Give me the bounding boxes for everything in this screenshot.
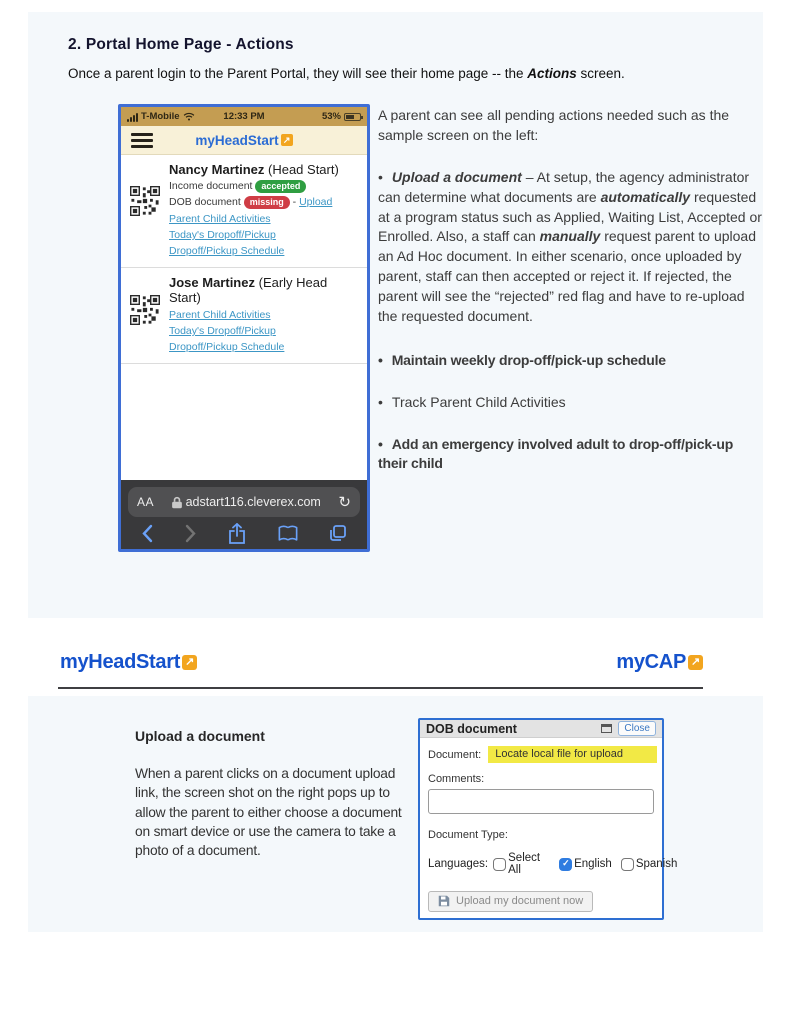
select-all-checkbox[interactable] xyxy=(493,858,506,871)
reload-icon[interactable]: ↻ xyxy=(338,493,351,511)
locate-file-field[interactable]: Locate local file for upload xyxy=(488,746,657,763)
document-label: Document: xyxy=(428,748,482,761)
logo-arrow-icon xyxy=(281,134,293,146)
todays-dropoff-pickup-link[interactable]: Today's Dropoff/Pickup xyxy=(169,229,276,241)
parent-child-activities-link[interactable]: Parent Child Activities xyxy=(169,309,271,321)
english-label: English xyxy=(574,858,612,870)
description-intro: A parent can see all pending actions needed such as the sample screen on the left: xyxy=(378,107,730,143)
section-upload-document xyxy=(28,696,763,932)
clock-label: 12:33 PM xyxy=(223,111,265,122)
bullet-add-emergency-adult: • Add an emergency involved adult to drop-off/pick-up their child xyxy=(378,435,734,472)
close-button[interactable]: Close xyxy=(618,721,656,736)
upload-document-description: When a parent clicks on a document upload link, the screen shot on the right pops up to allow the parent to either choose a document on smart device or use the camera to take a photo of a document. xyxy=(135,766,402,859)
share-icon[interactable] xyxy=(228,523,246,544)
safari-nav-row xyxy=(128,517,360,546)
upload-document-heading: Upload a document xyxy=(135,728,265,744)
app-header xyxy=(121,126,367,155)
intro-text: Once a parent login to the Parent Portal, they will see their home page -- the Actions screen. xyxy=(68,66,625,81)
status-badge-missing: missing xyxy=(244,196,290,209)
dropoff-pickup-schedule-link[interactable]: Dropoff/Pickup Schedule xyxy=(169,341,285,353)
languages-label: Languages: xyxy=(428,858,489,870)
text-size-button[interactable]: AA xyxy=(137,495,155,509)
bookmarks-icon[interactable] xyxy=(278,524,298,543)
myheadstart-logo: myHeadStart ↗ xyxy=(60,651,197,674)
child-name: Nancy Martinez (Head Start) xyxy=(169,162,339,177)
child-card-jose xyxy=(121,268,367,363)
bullet-upload-a-document: • Upload a document – At setup, the agency administrator can determine what documents are automatically requested at a program status such as Applied, Waiting List, Accepted or Enrolled. Also, a staff can manually request parent to upload an Ad Hoc document. In either scenario, once uploaded by parent, staff can then accepted or reject it. If rejected, the parent will see the “rejected” red flag and have to re-upload the requested document. xyxy=(378,168,762,324)
safari-toolbar xyxy=(121,480,367,549)
battery-icon xyxy=(344,113,361,121)
maximize-icon[interactable] xyxy=(601,724,612,733)
section-portal-home xyxy=(28,12,763,618)
document-status-line: Income document accepted xyxy=(169,180,359,193)
mycap-logo: myCAP ↗ xyxy=(616,651,703,674)
upload-now-button[interactable]: Upload my document now xyxy=(428,891,593,912)
phone-screenshot xyxy=(118,104,370,552)
child-name: Jose Martinez (Early Head Start) xyxy=(169,275,328,305)
page-title: 2. Portal Home Page - Actions xyxy=(68,36,294,53)
select-all-label: Select All xyxy=(508,852,541,876)
carrier-label: T-Mobile xyxy=(141,111,180,122)
spanish-checkbox[interactable] xyxy=(621,858,634,871)
document-status-line: DOB document missing - Upload xyxy=(169,196,333,208)
actions-description xyxy=(378,106,766,496)
forward-icon[interactable] xyxy=(185,524,197,543)
lock-icon xyxy=(172,496,182,509)
child-card-nancy xyxy=(121,155,367,267)
dialog-title-bar xyxy=(420,720,662,738)
dialog-title: DOB document xyxy=(426,721,517,736)
divider xyxy=(58,687,703,689)
wifi-icon xyxy=(183,112,195,121)
dropoff-pickup-schedule-link[interactable]: Dropoff/Pickup Schedule xyxy=(169,245,285,257)
logo-arrow-icon xyxy=(182,655,197,670)
empty-content-area xyxy=(121,364,367,480)
back-icon[interactable] xyxy=(141,524,153,543)
comments-input[interactable] xyxy=(428,789,654,814)
app-logo: myHeadStart ↗ xyxy=(195,133,292,148)
qr-code-icon xyxy=(130,186,160,216)
signal-icon xyxy=(127,112,138,122)
upload-link[interactable]: Upload xyxy=(299,196,333,208)
todays-dropoff-pickup-link[interactable]: Today's Dropoff/Pickup xyxy=(169,325,276,337)
battery-percent-label: 53% xyxy=(321,111,341,122)
save-icon xyxy=(438,895,450,907)
menu-icon[interactable] xyxy=(131,133,153,151)
bullet-track-activities: • Track Parent Child Activities xyxy=(378,393,566,410)
address-bar[interactable] xyxy=(128,487,360,517)
tabs-icon[interactable] xyxy=(329,524,347,543)
dob-document-dialog xyxy=(418,718,678,920)
parent-child-activities-link[interactable]: Parent Child Activities xyxy=(169,213,271,225)
english-checkbox[interactable] xyxy=(559,858,572,871)
document-type-label: Document Type: xyxy=(428,829,508,841)
bullet-maintain-schedule: • Maintain weekly drop-off/pick-up schedule xyxy=(378,351,666,368)
status-badge-accepted: accepted xyxy=(255,180,306,193)
comments-label: Comments: xyxy=(428,773,485,785)
spanish-label: Spanish xyxy=(635,858,678,870)
qr-code-icon xyxy=(130,295,160,325)
url-label: adstart116.cleverex.com xyxy=(185,495,321,509)
logo-arrow-icon xyxy=(688,655,703,670)
phone-status-bar xyxy=(121,107,367,126)
